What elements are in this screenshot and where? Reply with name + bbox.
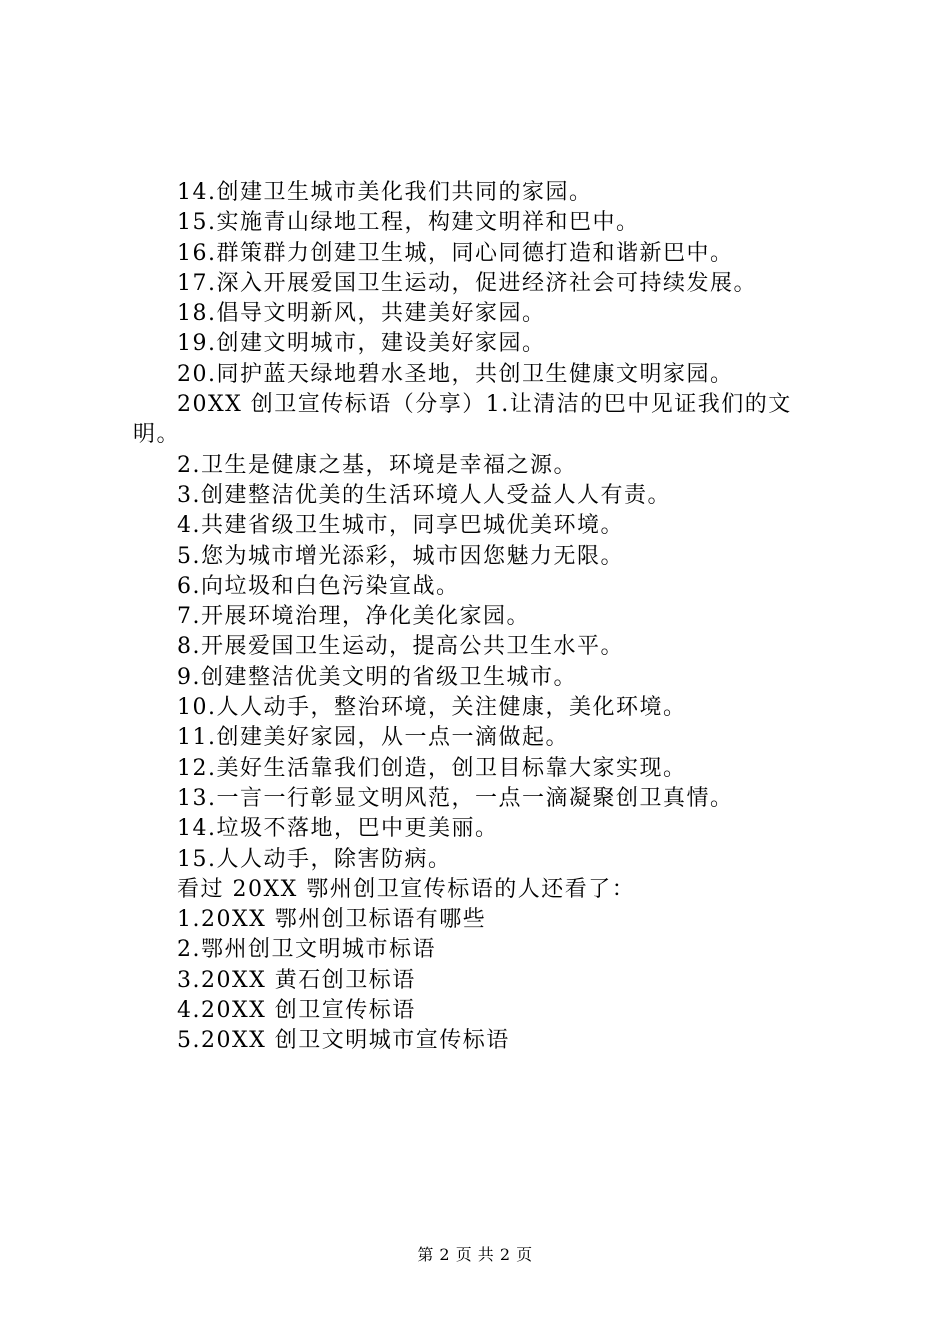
text-line: 6.向垃圾和白色污染宣战。 bbox=[177, 573, 460, 599]
text-line: 8.开展爱国卫生运动，提高公共卫生水平。 bbox=[177, 634, 624, 660]
text-line: 7.开展环境治理，净化美化家园。 bbox=[177, 604, 530, 630]
text-line: 9.创建整洁优美文明的省级卫生城市。 bbox=[177, 664, 577, 690]
text-line: 20.同护蓝天绿地碧水圣地，共创卫生健康文明家园。 bbox=[177, 361, 734, 387]
text-line: 18.倡导文明新风，共建美好家园。 bbox=[177, 301, 546, 327]
text-line: 11.创建美好家园，从一点一滴做起。 bbox=[177, 725, 569, 751]
related-item: 1.20XX 鄂州创卫标语有哪些 bbox=[177, 907, 487, 933]
text-line: 17.深入开展爱国卫生运动，促进经济社会可持续发展。 bbox=[177, 270, 757, 296]
text-line: 19.创建文明城市，建设美好家园。 bbox=[177, 331, 546, 357]
text-line: 13.一言一行彰显文明风范，一点一滴凝聚创卫真情。 bbox=[177, 785, 734, 811]
text-line: 3.创建整洁优美的生活环境人人受益人人有责。 bbox=[177, 482, 671, 508]
related-item: 2.鄂州创卫文明城市标语 bbox=[177, 937, 436, 963]
text-line: 10.人人动手，整治环境，关注健康，美化环境。 bbox=[177, 695, 687, 721]
text-line: 15.实施青山绿地工程，构建文明祥和巴中。 bbox=[177, 210, 640, 236]
document-body bbox=[133, 178, 833, 1057]
text-line: 14.垃圾不落地，巴中更美丽。 bbox=[177, 816, 499, 842]
text-line: 16.群策群力创建卫生城，同心同德打造和谐新巴中。 bbox=[177, 240, 734, 266]
text-line: 2.卫生是健康之基，环境是幸福之源。 bbox=[177, 452, 577, 478]
text-line-continuation: 明。 bbox=[133, 422, 181, 448]
text-line: 15.人人动手，除害防病。 bbox=[177, 846, 452, 872]
page-footer: 第 2 页 共 2 页 bbox=[417, 1245, 533, 1264]
related-item: 3.20XX 黄石创卫标语 bbox=[177, 967, 416, 993]
related-item: 4.20XX 创卫宣传标语 bbox=[177, 998, 416, 1024]
section-heading-line: 20XX 创卫宣传标语（分享）1.让清洁的巴中见证我们的文 bbox=[177, 392, 792, 418]
text-line: 4.共建省级卫生城市，同享巴城优美环境。 bbox=[177, 513, 624, 539]
text-line: 12.美好生活靠我们创造，创卫目标靠大家实现。 bbox=[177, 755, 687, 781]
related-heading: 看过 20XX 鄂州创卫宣传标语的人还看了： bbox=[177, 876, 636, 902]
related-item: 5.20XX 创卫文明城市宣传标语 bbox=[177, 1028, 510, 1054]
text-line: 14.创建卫生城市美化我们共同的家园。 bbox=[177, 180, 593, 205]
text-line: 5.您为城市增光添彩，城市因您魅力无限。 bbox=[177, 543, 624, 569]
